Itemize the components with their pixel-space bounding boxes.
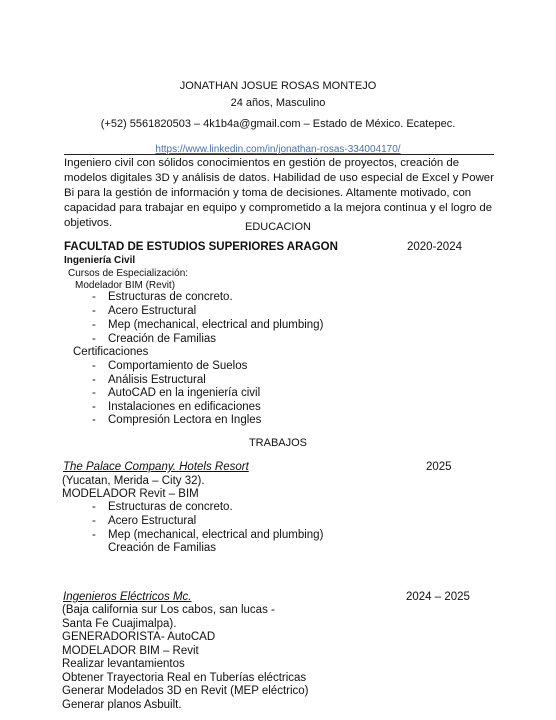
list-item: AutoCAD en la ingeniería civil	[108, 387, 261, 399]
linkedin-link[interactable]: https://www.linkedin.com/in/jonathan-rosas-334004170/	[155, 144, 401, 155]
divider	[64, 154, 494, 155]
certifications-heading: Certificaciones	[73, 346, 149, 358]
list-item: Acero Estructural	[108, 305, 197, 317]
courses-heading: Cursos de Especialización:	[68, 268, 189, 279]
list-item: Mep (mechanical, electrical and plumbing)	[108, 319, 324, 331]
job1-company: The Palace Company. Hotels Resort	[63, 461, 249, 473]
list-dash: -	[92, 291, 96, 303]
school-name: FACULTAD DE ESTUDIOS SUPERIORES ARAGON	[64, 241, 338, 253]
list-item: Compresión Lectora en Ingles	[108, 414, 262, 426]
job2-duty: Realizar levantamientos	[62, 658, 185, 670]
education-heading: EDUCACION	[244, 221, 311, 233]
contact-line: (+52) 5561820503 – 4k1b4a@gmail.com – Estado de México. Ecatepec.	[100, 118, 456, 130]
candidate-name: JONATHAN JOSUE ROSAS MONTEJO	[179, 80, 377, 92]
job2-duty: Generar Modelados 3D en Revit (MEP eléctrico)	[62, 685, 309, 697]
list-item: Creación de Familias	[108, 333, 217, 345]
list-item: Creación de Familias	[108, 542, 217, 554]
list-item: Estructuras de concreto.	[108, 501, 233, 513]
list-item: Instalaciones en edificaciones	[108, 401, 261, 413]
job2-role-2: MODELADOR BIM – Revit	[62, 645, 199, 657]
job2-duty: Generar planos Asbuilt.	[62, 699, 182, 711]
list-dash: -	[92, 501, 96, 513]
job2-location-1: (Baja california sur Los cabos, san lucas -	[62, 604, 275, 616]
job1-year: 2025	[426, 461, 452, 473]
list-dash: -	[92, 387, 96, 399]
school-years: 2020-2024	[407, 241, 462, 253]
job2-role-1: GENERADORISTA- AutoCAD	[62, 631, 216, 643]
list-dash: -	[92, 333, 96, 345]
list-dash: -	[92, 374, 96, 386]
list-item: Acero Estructural	[108, 515, 197, 527]
job2-duty: Obtener Trayectoria Real en Tuberías eléctricas	[62, 672, 307, 684]
job2-years: 2024 – 2025	[406, 591, 470, 603]
list-item: Comportamiento de Suelos	[108, 360, 248, 372]
degree: Ingeniería Civil	[64, 255, 136, 266]
job1-role: MODELADOR Revit – BIM	[62, 488, 199, 500]
list-item: Estructuras de concreto.	[108, 291, 233, 303]
job2-company: Ingenieros Eléctricos Mc.	[63, 591, 192, 603]
jobs-heading: TRABAJOS	[248, 437, 308, 449]
list-dash: -	[92, 360, 96, 372]
job2-location-2: Santa Fe Cuajimalpa).	[62, 618, 177, 630]
job1-location: (Yucatan, Merida – City 32).	[62, 475, 205, 487]
age-gender: 24 años, Masculino	[230, 97, 326, 109]
list-dash: -	[92, 319, 96, 331]
list-dash: -	[92, 515, 96, 527]
list-dash: -	[92, 401, 96, 413]
list-dash: -	[92, 414, 96, 426]
list-dash: -	[92, 529, 96, 541]
profile-summary: Ingeniero civil con sólidos conocimientos en gestión de proyectos, creación de modelos digitales 3D y análisis de datos. Habilidad de uso especial de Excel y Power Bi para la gestión de información y toma de decisiones. Altamente motivado, con capacidad para trabajar en equipo y comprometido a la mejora continua y el logro de objetivos.	[64, 157, 494, 229]
course-title: Modelador BIM (Revit)	[75, 280, 176, 291]
list-item: Mep (mechanical, electrical and plumbing)	[108, 529, 324, 541]
list-dash: -	[92, 305, 96, 317]
list-item: Análisis Estructural	[108, 374, 206, 386]
